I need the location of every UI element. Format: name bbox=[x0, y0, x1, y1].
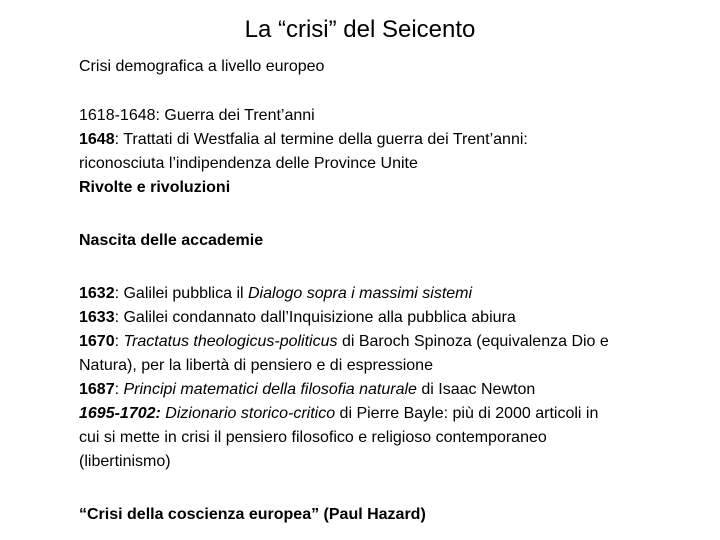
event-galilei-dialogo bbox=[79, 282, 719, 306]
event-text: di Isaac Newton bbox=[416, 381, 536, 398]
event-westphalia-continued: riconosciuta l’indipendenza delle Province Unite bbox=[79, 155, 418, 172]
event-date: 1618-1648 bbox=[79, 107, 156, 124]
hazard-quote: “Crisi della coscienza europea” (Paul Hazard) bbox=[79, 506, 426, 523]
event-spinoza bbox=[79, 330, 719, 354]
event-text: di Pierre Bayle: più di 2000 articoli in bbox=[335, 405, 599, 422]
event-newton bbox=[79, 378, 719, 402]
event-thirty-years-war bbox=[79, 104, 719, 128]
work-title: Principi matematici della filosofia naturale bbox=[123, 381, 417, 398]
section-heading-academies: Nascita delle accademie bbox=[79, 232, 264, 249]
event-spinoza-continued: Natura), per la libertà di pensiero e di espressione bbox=[79, 357, 433, 374]
event-date: 1648 bbox=[79, 131, 115, 148]
event-date: 1695-1702: bbox=[79, 405, 161, 422]
event-date: 1670 bbox=[79, 333, 115, 350]
event-date: 1687 bbox=[79, 381, 115, 398]
event-date: 1632 bbox=[79, 285, 115, 302]
work-title: Dizionario storico-critico bbox=[160, 405, 336, 422]
event-bayle-continued: cui si mette in crisi il pensiero filosofico e religioso contemporaneo bbox=[79, 429, 547, 446]
event-text: : Trattati di Westfalia al termine della guerra dei Trent’anni: bbox=[114, 131, 528, 148]
event-text: : Galilei condannato dall’Inquisizione alla pubblica abiura bbox=[114, 309, 516, 326]
page-title: La “crisi” del Seicento bbox=[244, 16, 476, 43]
event-text: : Galilei pubblica il bbox=[114, 285, 248, 302]
event-text: : bbox=[114, 333, 124, 350]
section-heading-demographic-crisis: Crisi demografica a livello europeo bbox=[79, 58, 325, 75]
event-text: : bbox=[114, 381, 124, 398]
section-heading-revolts: Rivolte e rivoluzioni bbox=[79, 179, 231, 196]
work-title: Dialogo sopra i massimi sistemi bbox=[248, 285, 473, 302]
event-bayle-continued-2: (libertinismo) bbox=[79, 453, 171, 470]
work-title: Tractatus theologicus-politicus bbox=[123, 333, 338, 350]
event-galilei-condemned bbox=[79, 306, 719, 330]
event-westphalia bbox=[79, 128, 719, 152]
event-text: di Baroch Spinoza (equivalenza Dio e bbox=[337, 333, 609, 350]
event-date: 1633 bbox=[79, 309, 115, 326]
event-text: : Guerra dei Trent’anni bbox=[155, 107, 315, 124]
slide-content bbox=[79, 55, 719, 527]
event-bayle bbox=[79, 402, 719, 426]
